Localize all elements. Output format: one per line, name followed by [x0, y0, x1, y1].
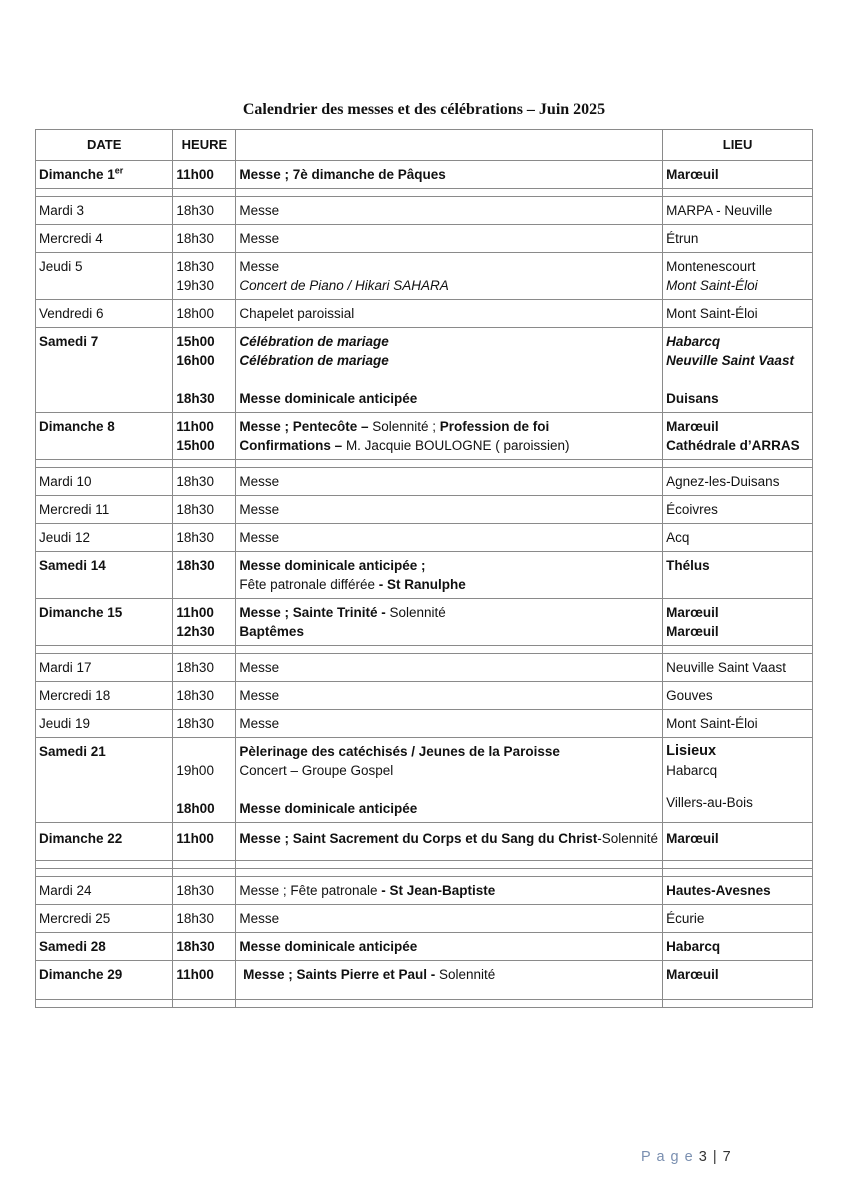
location-cell: Hautes-Avesnes: [663, 877, 813, 905]
date-cell: Samedi 28: [36, 933, 173, 961]
table-row: [36, 496, 813, 524]
description-cell: [236, 413, 663, 460]
table-row: [36, 961, 813, 1000]
description-bold: Confirmations –: [239, 438, 343, 453]
description-line: [239, 417, 659, 436]
blank-line: [176, 742, 232, 761]
location-cell: [663, 253, 813, 300]
blank-line: [176, 780, 232, 799]
time-line: 19h00: [176, 763, 214, 778]
location-cell: Neuville Saint Vaast: [663, 654, 813, 682]
table-row: [36, 654, 813, 682]
table-header-row: [36, 130, 813, 161]
date-cell: Samedi 7: [36, 328, 173, 413]
description-cell: Messe: [236, 524, 663, 552]
description-bold: - St Jean-Baptiste: [377, 883, 496, 898]
page-title: Calendrier des messes et des célébrations – Juin 2025: [242, 101, 606, 118]
table-row: [36, 300, 813, 328]
table-row: [36, 905, 813, 933]
description-cell: Messe: [236, 197, 663, 225]
description-cell: [236, 877, 663, 905]
date-cell: Jeudi 12: [36, 524, 173, 552]
description-normal: Solennité: [435, 967, 496, 982]
date-suffix: er: [114, 165, 124, 176]
description-cell: Messe: [236, 654, 663, 682]
description-cell: [236, 738, 663, 823]
description-bold: Profession de foi: [439, 419, 550, 434]
time-cell: 18h00: [173, 300, 236, 328]
description-cell: [236, 328, 663, 413]
header-lieu: LIEU: [663, 130, 813, 161]
table-row: [36, 161, 813, 189]
description-line: Messe dominicale anticipée ;: [239, 558, 426, 573]
date-cell: Mercredi 11: [36, 496, 173, 524]
location-line: Duisans: [666, 391, 719, 406]
location-line: Montenescourt: [666, 259, 756, 274]
blank-line: [176, 370, 232, 389]
location-cell: [663, 328, 813, 413]
table-row: [36, 552, 813, 599]
description-cell: [236, 823, 663, 861]
time-line: 15h00: [176, 334, 215, 349]
spacer-row: [36, 869, 813, 877]
time-cell: 11h00: [173, 823, 236, 861]
time-line: 15h00: [176, 438, 215, 453]
date-cell: Dimanche 15: [36, 599, 173, 646]
description-cell: Messe: [236, 468, 663, 496]
location-cell: Agnez-les-Duisans: [663, 468, 813, 496]
page-footer: [641, 1149, 732, 1165]
description-cell: Chapelet paroissial: [236, 300, 663, 328]
time-line: 16h00: [176, 353, 215, 368]
description-cell: Messe: [236, 905, 663, 933]
location-cell: Marœuil: [663, 961, 813, 1000]
time-cell: 18h30: [173, 552, 236, 599]
description-line: Concert – Groupe Gospel: [239, 763, 394, 778]
date-cell: Vendredi 6: [36, 300, 173, 328]
location-cell: Écurie: [663, 905, 813, 933]
description-normal: -Solennité: [597, 831, 659, 846]
location-cell: Marœuil: [663, 161, 813, 189]
date-cell: Mardi 17: [36, 654, 173, 682]
description-line: Célébration de mariage: [239, 334, 389, 349]
date-cell: Mercredi 25: [36, 905, 173, 933]
time-cell: [173, 413, 236, 460]
date-cell: Mercredi 4: [36, 225, 173, 253]
table-row: [36, 468, 813, 496]
table-row: [36, 524, 813, 552]
description-line: Messe: [239, 259, 280, 274]
description-bold: - St Ranulphe: [375, 577, 466, 592]
description-normal: Fête patronale différée: [239, 577, 376, 592]
description-bold: Messe ; Sainte Trinité -: [239, 605, 386, 620]
date-cell: Samedi 21: [36, 738, 173, 823]
description-cell: Messe dominicale anticipée: [236, 933, 663, 961]
time-line: 12h30: [176, 624, 215, 639]
location-cell: Écoivres: [663, 496, 813, 524]
description-bold: Messe ; Pentecôte –: [239, 419, 369, 434]
time-cell: [173, 599, 236, 646]
location-line: Habarcq: [666, 334, 721, 349]
spacer-row: [36, 460, 813, 468]
blank-line: [666, 780, 809, 793]
table-row: [36, 197, 813, 225]
description-bold: Messe ; Saint Sacrement du Corps et du Sang du Christ: [239, 831, 598, 846]
date-cell: Mardi 10: [36, 468, 173, 496]
location-cell: Marœuil: [663, 823, 813, 861]
time-line: 18h30: [176, 391, 215, 406]
description-line: Concert de Piano / Hikari SAHARA: [239, 278, 449, 293]
page-separator: |: [712, 1149, 718, 1165]
location-line: Neuville Saint Vaast: [666, 353, 794, 368]
description-line: Messe dominicale anticipée: [239, 391, 418, 406]
date-text: Dimanche 1: [39, 167, 115, 182]
time-line: 11h00: [176, 605, 214, 620]
date-cell: Samedi 14: [36, 552, 173, 599]
location-cell: [663, 738, 813, 823]
location-cell: [663, 599, 813, 646]
time-cell: [173, 253, 236, 300]
description-line: Messe dominicale anticipée: [239, 801, 418, 816]
location-line: Villers-au-Bois: [666, 795, 753, 810]
location-cell: Mont Saint-Éloi: [663, 300, 813, 328]
description-normal: M. Jacquie BOULOGNE ( paroissien): [342, 438, 570, 453]
schedule-table: [35, 129, 813, 1008]
time-cell: [173, 738, 236, 823]
header-description: [236, 130, 663, 161]
date-cell: Mercredi 18: [36, 682, 173, 710]
description-line: [239, 575, 659, 594]
time-cell: 18h30: [173, 905, 236, 933]
header-date: DATE: [36, 130, 173, 161]
time-line: 18h00: [176, 801, 215, 816]
date-cell: Dimanche 22: [36, 823, 173, 861]
location-line: Mont Saint-Éloi: [666, 278, 758, 293]
location-cell: Mont Saint-Éloi: [663, 710, 813, 738]
blank-line: [239, 370, 659, 389]
description-cell: Messe ; 7è dimanche de Pâques: [236, 161, 663, 189]
time-line: 19h30: [176, 278, 214, 293]
page-label: P a g e: [641, 1149, 694, 1165]
time-cell: 18h30: [173, 654, 236, 682]
time-cell: 18h30: [173, 877, 236, 905]
time-line: 11h00: [176, 419, 214, 434]
date-cell: Mardi 24: [36, 877, 173, 905]
description-cell: Messe: [236, 225, 663, 253]
description-line: [239, 603, 659, 622]
location-cell: Gouves: [663, 682, 813, 710]
blank-line: [666, 370, 809, 389]
description-line: Pèlerinage des catéchisés / Jeunes de la Paroisse: [239, 744, 560, 759]
date-cell: Jeudi 5: [36, 253, 173, 300]
spacer-row: [36, 861, 813, 869]
time-cell: 18h30: [173, 710, 236, 738]
description-cell: Messe: [236, 496, 663, 524]
location-cell: MARPA - Neuville: [663, 197, 813, 225]
date-cell: Dimanche 29: [36, 961, 173, 1000]
time-cell: 18h30: [173, 682, 236, 710]
table-row: [36, 328, 813, 413]
time-cell: 11h00: [173, 161, 236, 189]
location-line: Cathédrale d’ARRAS: [666, 438, 800, 453]
date-cell: Dimanche 8: [36, 413, 173, 460]
description-normal: Solennité: [385, 605, 446, 620]
location-line: Habarcq: [666, 763, 718, 778]
description-line: Baptêmes: [239, 624, 304, 639]
date-cell: Mardi 3: [36, 197, 173, 225]
table-row: [36, 253, 813, 300]
description-line: [239, 436, 659, 455]
description-cell: Messe: [236, 710, 663, 738]
table-row: [36, 877, 813, 905]
time-cell: 18h30: [173, 197, 236, 225]
time-cell: 18h30: [173, 524, 236, 552]
table-row: [36, 682, 813, 710]
spacer-row: [36, 1000, 813, 1008]
page-number: 3: [698, 1149, 708, 1165]
location-line: Marœuil: [666, 605, 719, 620]
description-normal: Solennité ;: [368, 419, 440, 434]
date-cell: [36, 161, 173, 189]
time-cell: 18h30: [173, 496, 236, 524]
description-cell: [236, 552, 663, 599]
time-cell: 18h30: [173, 468, 236, 496]
time-cell: [173, 328, 236, 413]
page-total: 7: [722, 1149, 732, 1165]
location-cell: Thélus: [663, 552, 813, 599]
description-bold: Messe ; Saints Pierre et Paul -: [239, 967, 436, 982]
description-line: Célébration de mariage: [239, 353, 389, 368]
time-cell: 18h30: [173, 225, 236, 253]
table-row: [36, 599, 813, 646]
table-row: [36, 823, 813, 861]
description-cell: [236, 599, 663, 646]
location-cell: Étrun: [663, 225, 813, 253]
time-cell: 11h00: [173, 961, 236, 1000]
spacer-row: [36, 646, 813, 654]
table-row: [36, 225, 813, 253]
header-heure: HEURE: [173, 130, 236, 161]
description-normal: Messe ; Fête patronale: [239, 883, 378, 898]
location-line: Marœuil: [666, 419, 719, 434]
table-row: [36, 933, 813, 961]
description-cell: Messe: [236, 682, 663, 710]
location-line: Lisieux: [666, 743, 717, 759]
table-row: [36, 710, 813, 738]
date-cell: Jeudi 19: [36, 710, 173, 738]
table-row: [36, 413, 813, 460]
location-line: Marœuil: [666, 624, 719, 639]
spacer-row: [36, 189, 813, 197]
location-cell: [663, 413, 813, 460]
location-cell: Habarcq: [663, 933, 813, 961]
time-line: 18h30: [176, 259, 214, 274]
description-cell: [236, 961, 663, 1000]
blank-line: [239, 780, 659, 799]
description-cell: [236, 253, 663, 300]
table-row: [36, 738, 813, 823]
location-cell: Acq: [663, 524, 813, 552]
time-cell: 18h30: [173, 933, 236, 961]
